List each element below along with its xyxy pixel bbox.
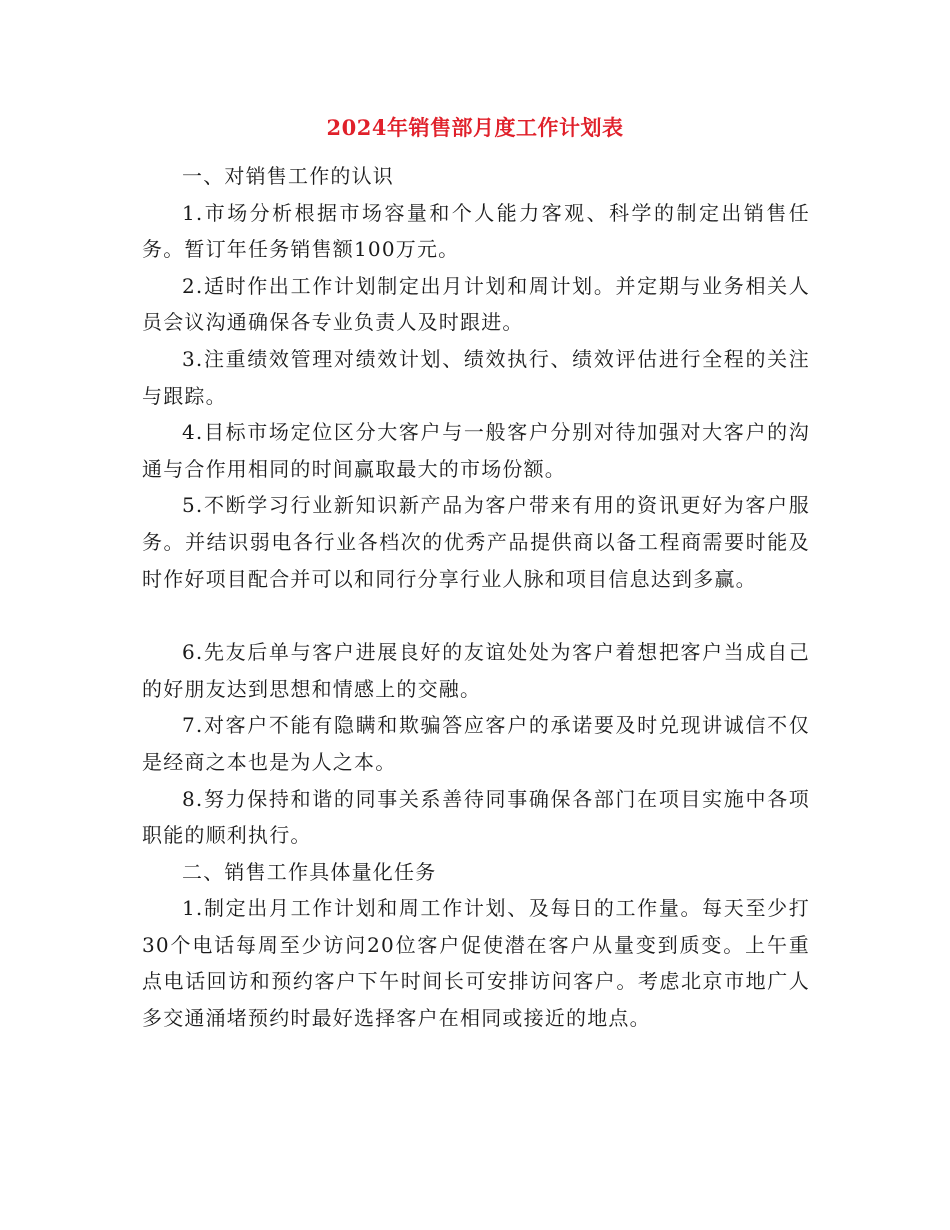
paragraph-1-3: 3.注重绩效管理对绩效计划、绩效执行、绩效评估进行全程的关注与跟踪。	[142, 346, 810, 408]
section-heading-1: 一、对销售工作的认识	[182, 164, 394, 188]
paragraph-1-2: 2.适时作出工作计划制定出月计划和周计划。并定期与业务相关人员会议沟通确保各专业负责人及时跟进。	[142, 273, 810, 335]
paragraph-1-7: 7.对客户不能有隐瞒和欺骗答应客户的承诺要及时兑现讲诚信不仅是经商之本也是为人之本。	[142, 713, 810, 774]
paragraph-2-1: 1.制定出月工作计划和周工作计划、及每日的工作量。每天至少打30个电话每周至少访问20位客户促使潜在客户从量变到质变。上午重点电话回访和预约客户下午时间长可安排访问客户。考虑北京市地广人多交通涌堵预约时最好选择客户在相同或接近的地点。	[142, 896, 810, 1031]
paragraph-1-6: 6.先友后单与客户进展良好的友谊处处为客户着想把客户当成自己的好朋友达到思想和情感上的交融。	[142, 640, 810, 701]
paragraph-1-5: 5.不断学习行业新知识新产品为客户带来有用的资讯更好为客户服务。并结识弱电各行业各档次的优秀产品提供商以备工程商需要时能及时作好项目配合并可以和同行分享行业人脉和项目信息达到多赢。	[142, 493, 810, 591]
paragraph-1-1: 1.市场分析根据市场容量和个人能力客观、科学的制定出销售任务。暂订年任务销售额100万元。	[142, 200, 810, 262]
document-title: 2024年销售部月度工作计划表	[326, 115, 624, 140]
paragraph-1-8: 8.努力保持和谐的同事关系善待同事确保各部门在项目实施中各项职能的顺利执行。	[142, 786, 810, 848]
section-heading-2: 二、销售工作具体量化任务	[182, 859, 437, 884]
document-body	[142, 158, 810, 1037]
paragraph-1-4: 4.目标市场定位区分大客户与一般客户分别对待加强对大客户的沟通与合作用相同的时间赢取最大的市场份额。	[142, 420, 810, 481]
